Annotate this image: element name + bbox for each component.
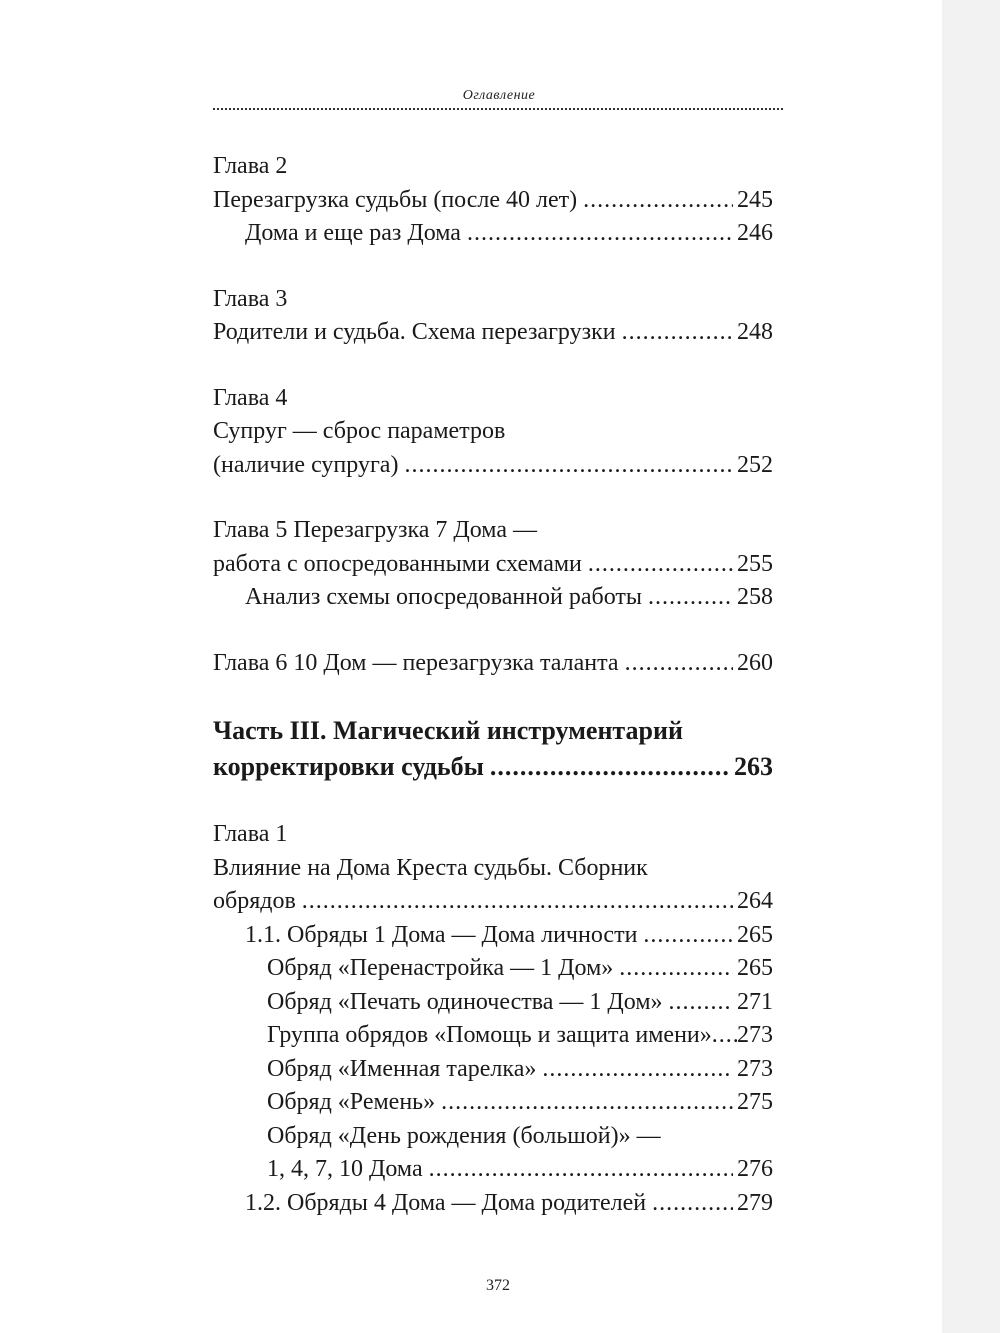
toc-entry-page: 271 [737, 988, 773, 1015]
toc-leader-dots [441, 1086, 733, 1120]
toc-entry-page: 246 [737, 220, 773, 246]
toc-entry-title-line: Глава 5 Перезагрузка 7 Дома — [213, 517, 537, 543]
toc-leader-dots [302, 885, 733, 919]
toc-chapter-heading: Глава 2 [213, 153, 288, 179]
toc-entry [213, 1019, 773, 1053]
toc-entry [213, 449, 773, 483]
running-head: Оглавление [462, 88, 536, 103]
page-number: 372 [486, 1277, 510, 1294]
toc-entry-page: 255 [737, 550, 773, 577]
toc-entry-page: 260 [737, 649, 773, 676]
toc-chapter-heading: Глава 4 [213, 384, 288, 411]
toc-entry-page: 279 [737, 1189, 773, 1216]
toc-entry-page: 265 [737, 955, 773, 981]
toc-chapter-heading: Глава 1 [213, 821, 288, 847]
toc-leader-dots [652, 1187, 733, 1221]
toc-entry-title: Обряд «Печать одиночества — 1 Дом» [267, 988, 663, 1015]
toc-leader-dots [625, 647, 733, 681]
toc-entry-title-line: Обряд «День рождения (большой)» — [267, 1122, 661, 1149]
header-dotted-rule [213, 108, 783, 110]
table-of-contents [213, 150, 773, 1220]
toc-entry-title: Обряд «Именная тарелка» [267, 1055, 537, 1082]
toc-entry-page: 276 [737, 1156, 773, 1182]
toc-leader-dots [542, 1053, 733, 1087]
toc-entry-page: 252 [737, 451, 773, 478]
toc-entry-page: 273 [737, 1055, 773, 1082]
toc-entry-page: 275 [737, 1089, 773, 1115]
toc-entry [213, 885, 773, 919]
toc-entry [213, 217, 773, 251]
toc-entry-title-line: Супруг — сброс параметров [213, 418, 506, 444]
toc-entry-title: 1, 4, 7, 10 Дома [267, 1156, 423, 1182]
toc-entry-title-line: Влияние на Дома Креста судьбы. Сборник [213, 854, 648, 881]
toc-entry-page: 245 [737, 186, 773, 213]
toc-entry-page: 264 [737, 888, 773, 914]
toc-entry [213, 1086, 773, 1120]
toc-part-entry [213, 749, 773, 785]
toc-entry-title: Родители и судьба. Схема перезагрузки [213, 319, 616, 345]
toc-leader-dots [588, 548, 733, 582]
toc-entry [213, 548, 773, 582]
toc-entry-title: обрядов [213, 888, 296, 914]
toc-entry-page: 265 [737, 921, 773, 948]
toc-entry-title: Группа обрядов «Помощь и защита имени» [267, 1022, 712, 1048]
toc-entry-page: 273 [737, 1022, 773, 1048]
toc-entry-title: 1.2. Обряды 4 Дома — Дома родителей [245, 1189, 647, 1216]
toc-leader-dots [583, 184, 733, 218]
toc-entry-title: Обряд «Перенастройка — 1 Дом» [267, 955, 614, 981]
toc-entry-title: корректировки судьбы [213, 752, 484, 781]
toc-entry [213, 581, 773, 615]
toc-entry-title: Глава 6 10 Дом — перезагрузка таланта [213, 649, 619, 676]
toc-entry-title: 1.1. Обряды 1 Дома — Дома личности [245, 921, 638, 948]
toc-leader-dots [619, 952, 733, 986]
toc-leader-dots [669, 986, 733, 1020]
toc-leader-dots [404, 449, 733, 483]
toc-entry [213, 1053, 773, 1087]
toc-entry-title: Перезагрузка судьбы (после 40 лет) [213, 186, 578, 213]
toc-entry [213, 952, 773, 986]
toc-entry-title: работа с опосредованными схемами [213, 550, 582, 577]
toc-entry [213, 1153, 773, 1187]
toc-part-heading: Часть III. Магический инструментарий [213, 716, 683, 745]
toc-leader-dots [648, 581, 733, 615]
toc-leader-dots [429, 1153, 733, 1187]
toc-entry-title: Обряд «Ремень» [267, 1089, 436, 1115]
toc-entry [213, 184, 773, 218]
toc-entry-title: (наличие супруга) [213, 451, 399, 478]
toc-entry [213, 647, 773, 681]
toc-entry [213, 1187, 773, 1221]
toc-entry-title: Анализ схемы опосредованной работы [245, 584, 643, 610]
toc-leader-dots [643, 919, 733, 953]
toc-leader-dots [490, 749, 730, 785]
toc-leader-dots [467, 217, 733, 251]
toc-leader-dots [712, 1019, 737, 1053]
toc-entry-title: Дома и еще раз Дома [245, 220, 461, 246]
toc-entry-page: 248 [737, 319, 773, 345]
toc-entry-page: 258 [737, 584, 773, 610]
toc-chapter-heading: Глава 3 [213, 285, 288, 312]
toc-entry-page: 263 [734, 752, 773, 781]
toc-entry [213, 316, 773, 350]
toc-leader-dots [622, 316, 733, 350]
toc-entry [213, 986, 773, 1020]
toc-entry [213, 919, 773, 953]
